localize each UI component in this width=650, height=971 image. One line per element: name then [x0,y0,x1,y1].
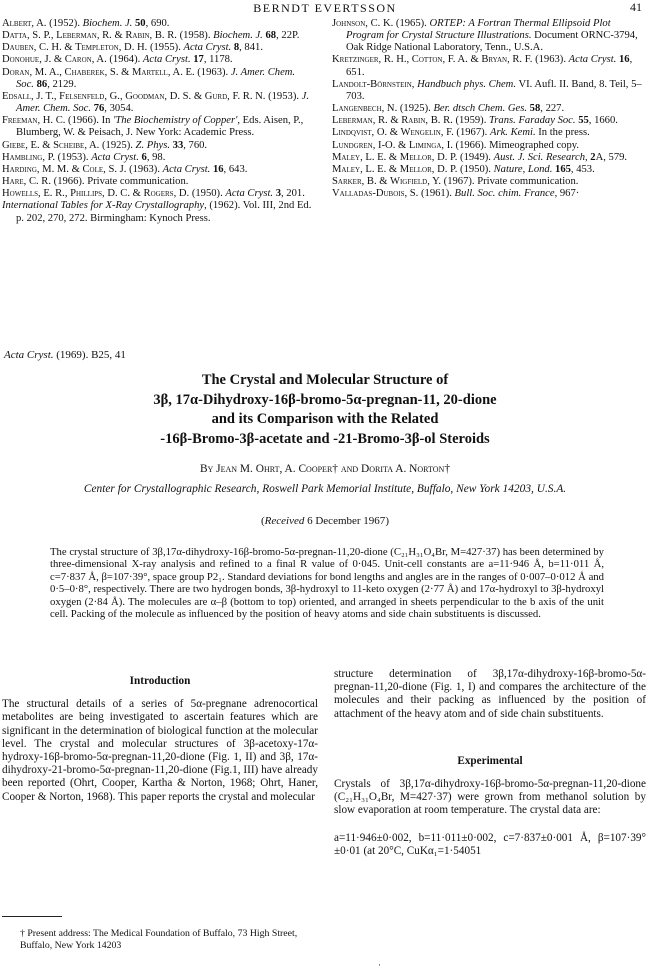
reference-authors: Landolt-Börnstein, [332,78,415,90]
reference-entry [332,152,646,164]
reference-authors: Maley, L. E. & Mellor, D. P. [332,163,458,175]
references-left-column [2,18,312,225]
reference-text: , 22P. [276,30,300,42]
reference-authors: Lindqvist, O. & Wengelin, F. [332,127,454,139]
reference-volume: 16 [618,54,630,66]
author-affiliation: Center for Crystallographic Research, Roswell Park Memorial Institute, Buffalo, New York 14203, U.S.A. [83,483,567,495]
reference-volume: 3 [275,188,281,200]
reference-entry [2,67,312,91]
reference-journal: Ber. dtsch Chem. Ges. [433,103,528,115]
footnote: † Present address: The Medical Foundation of Buffalo, 73 High Street, Buffalo, New York 14203 [20,928,298,951]
reference-authors: Giebe, E. & Scheibe, A. [2,139,100,151]
journal-name: Acta Cryst. [4,349,54,361]
reference-authors: Edsall, J. T., Felsenfeld, G., Goodman, D. S. & Gurd, F. R. N. [2,90,266,102]
reference-journal: Acta Cryst. [225,188,274,200]
reference-journal: Acta Cryst. [162,163,211,175]
title-line: and its Comparison with the Related [211,411,439,428]
reference-text: (1965). [393,18,430,29]
reference-journal: Nature, Lond. [493,163,553,175]
reference-text: (1953). [265,90,302,102]
reference-journal: Acta Cryst. [91,151,139,163]
reference-entry [332,164,646,176]
reference-text: (1966). Private communication. [51,176,189,188]
reference-authors: Dauben, C. H. & Templeton, D. H. [2,42,148,54]
reference-journal: Ark. Kemi. [489,127,536,139]
reference-journal: Acta Cryst. [568,54,617,66]
reference-text: (1966). In [65,115,114,127]
received-date: (Received 6 December 1967) [261,515,389,527]
reference-entry [2,91,312,115]
reference-entry [2,140,312,152]
reference-authors: Langenbech, N. [332,103,398,115]
reference-journal: Aust. J. Sci. Research, [493,151,588,163]
reference-entry [332,54,646,78]
reference-volume: 8 [233,42,240,54]
page-mark: · [378,960,381,970]
reference-text: , 2129. [47,78,77,90]
journal-citation [4,349,126,361]
reference-text: , (1962). Vol. III, 2nd Ed. p. 202, 270, 272. Birmingham: Kynoch Press. [16,200,312,224]
reference-text: , 227. [540,103,565,115]
reference-entry [2,115,312,139]
reference-text: (1925). [397,103,434,115]
citation-details: (1969). B25, 41 [53,349,126,361]
reference-authors: Leberman, R. & Rabin, B. R. [332,115,453,127]
reference-entry [2,176,312,188]
reference-text: , Eds. Aisen, P., Blumberg, W. & Peisach, J. New York: Academic Press. [16,115,304,139]
reference-volume: 68 [265,30,277,42]
reference-entry [2,200,312,224]
reference-volume: 58 [529,103,541,115]
reference-text: Document ORNC-3794, Oak Ridge National Laboratory, Tenn., U.S.A. [346,30,638,54]
article-title [0,371,650,449]
reference-text: (1967). Private communication. [441,176,579,188]
title-line: The Crystal and Molecular Structure of [201,372,449,388]
received-label: Received [264,515,305,527]
reference-entry [2,152,312,164]
reference-journal: Handbuch phys. Chem. [417,78,516,90]
reference-volume: 16 [212,163,224,175]
reference-entry [332,188,646,200]
reference-authors: Harding, M. M. & Cole, S. J. [2,163,127,175]
introduction-heading: Introduction [129,675,191,687]
reference-journal: International Tables for X-Ray Crystallography [2,200,205,212]
reference-volume: 6 [141,151,147,163]
reference-journal: ORTEP: A Fortran Thermal Ellipsoid Plot Program for Crystal Structure Illustrations. [346,18,611,42]
reference-text: (1953). [54,151,92,163]
reference-authors: Lundgren, I-O. & Liminga, I. [332,139,453,151]
reference-text: , 453. [570,163,595,175]
reference-text: (1967). [453,127,490,139]
reference-authors: Howells, E. R., Phillips, D. C. & Rogers, D. [2,188,190,200]
received-date-value: 6 December 1967 [307,515,386,527]
reference-text: , 841. [239,42,263,54]
abstract: The crystal structure of 3β,17α-dihydroxy-16β-bromo-5α-pregnan-11,20-dione (C₂₁H₃₁O₄Br, M=427·37) has been determined by three-dimensional X-ray analysis and refined to a final R value of 0·045. Unit-cell constants are a=11·946 Å, b=11·011 Å, c=7·837 Å, β=107·39°, space group P2₁. Standard deviations for bond lengths and angles are in the ranges of 0·007–0·012 Å and 0·5–0·8°, respectively. There are two hydrogen bonds, 3β-hydroxyl to 11-keto oxygen (2·77 Å) and 17α-hydroxyl to 3β-hydroxyl oxygen (2·84 Å). The molecules are α–β (bottom to top) oriented, and arranged in sheets perpendicular to the b axis of the unit cell. Packing of the molecule as influenced by the position of heavy atoms and side chain substituents is discussed. [50,546,605,621]
reference-text: , 651. [346,54,633,78]
reference-entry [332,18,646,54]
reference-authors: Albert, A. [2,18,47,29]
reference-text: (1963). [532,54,569,66]
reference-volume: 76 [93,103,105,115]
reference-volume: 50 [135,18,146,29]
reference-entry [2,18,312,30]
reference-journal: J. Amer. Chem. Soc. [16,66,296,90]
reference-text: (1952). [46,18,83,29]
reference-journal: Acta Cryst. [142,54,191,66]
right-body-column [334,668,646,858]
reference-text: , 3054. [104,103,134,115]
reference-volume: 2 [590,151,596,163]
reference-authors: Datta, S. P., Leberman, R. & Rabin, B. R. [2,30,177,42]
reference-journal: J. Amer. Chem. Soc. [16,90,310,115]
reference-entry [332,103,646,115]
reference-journal: Biochem. J. [82,18,133,29]
reference-text: , 1178. [203,54,233,66]
reference-text: (1958). [176,30,214,42]
reference-authors: Johnson, C. K. [332,18,394,29]
left-body-column [2,675,318,804]
footnote-rule [2,916,62,917]
reference-text: , 760. [183,139,208,151]
reference-authors: Maley, L. E. & Mellor, D. P. [332,151,458,163]
reference-authors: Donohue, J. & Caron, A. [2,54,107,66]
reference-text: 967· [557,188,580,200]
reference-entry [2,54,312,66]
reference-authors: Freeman, H. C. [2,115,66,127]
reference-entry [332,127,646,139]
reference-entry [332,140,646,152]
reference-text: , 1660. [588,115,618,127]
reference-entry [332,176,646,188]
reference-volume: 33 [172,139,184,151]
author-byline: By Jean M. Ohrt, A. Cooper† and Dorita A. Norton† [199,463,451,475]
reference-authors: Hambling, P. [2,151,55,163]
reference-text: (1963). [126,163,163,175]
reference-text: (1950). [457,163,494,175]
introduction-continued-text: structure determination of 3β,17α-dihydroxy-16β-bromo-5α-pregnan-11,20-dione (Fig. 1, I) and compares the architecture of the molecules and their packing as influenced by the position of attachment of the heavy atom and of side chain substituents. [334,668,646,720]
reference-entry [2,42,312,54]
reference-text: , 690. [145,18,170,29]
reference-entry [332,115,646,127]
reference-text: In the press. [535,127,590,139]
experimental-text: Crystals of 3β,17α-dihydroxy-16β-bromo-5α-pregnan-11,20-dione (C₂₁H₃₁O₄Br, M=427·37) were grown from methanol solution by slow evaporation at room temperature. The crystal data are: [334,778,646,817]
title-line: 3β, 17α-Dihydroxy-16β-bromo-5α-pregnan-11, 20-dione [153,391,497,408]
reference-journal: Biochem. J. [213,30,263,42]
reference-text: (1966). Mimeographed copy. [452,139,580,151]
title-line: -16β-Bromo-3β-acetate and -21-Bromo-3β-ol Steroids [160,430,490,447]
page-number: 41 [630,0,642,14]
reference-entry [2,30,312,42]
reference-entry [332,79,646,103]
reference-journal: Bull. Soc. chim. France, [454,188,558,200]
reference-entry [2,188,312,200]
reference-text: (1949). [457,151,494,163]
reference-text: (1925). [99,139,136,151]
reference-journal: 'The Biochemistry of Copper' [113,115,238,127]
reference-authors: Hare, C. R. [2,176,52,188]
reference-journal: Trans. Faraday Soc. [489,115,576,127]
reference-text: (1955). [147,42,184,54]
reference-volume: 17 [193,54,204,66]
references-right-column [332,18,646,200]
header-title: BERNDT EVERTSSON [253,1,397,15]
reference-text: (1963). [194,66,231,78]
crystal-data: a=11·946±0·002, b=11·011±0·002, c=7·837±0·001 Å, β=107·39°±0·01 (at 20°C, CuKα₁=1·54051 [334,831,646,857]
reference-text: , 98. [146,151,166,163]
reference-entry [2,164,312,176]
reference-text: (1964). [106,54,143,66]
reference-authors: Sarker, B. & Wigfield, Y. [332,176,442,188]
reference-text: (1961). [418,188,455,200]
reference-volume: 86 [36,78,48,90]
introduction-text: The structural details of a series of 5α-pregnane adrenocortical metabolites are being investigated to ascertain features which are significant in the determination of biological function at the molecular level. The crystal and molecular structures of 3β-acetoxy-17α-hydroxy-16β-bromo-5α-pregnan-11,20-dione (Fig. 1, II) and 3β, 17α-dihydroxy-21-bromo-5α-pregnan-11,20-dione (Fig.1, III) have already been reported (Ohrt, Cooper, Kartha & Norton, 1968; Ohrt, Haner, Cooper & Norton, 1968). This paper reports the crystal and molecular [2,698,318,803]
reference-text: (1959). [452,115,489,127]
reference-volume: 55 [578,115,589,127]
reference-text: VI. Aufl. II. Band, 8. Teil, 5–703. [346,78,642,102]
reference-volume: 165 [555,163,571,175]
reference-journal: Acta Cryst. [183,42,232,54]
reference-authors: Doran, M. A., Chaberek, S. & Martell, A. E. [2,66,195,78]
running-header [0,0,650,18]
reference-authors: Kretzinger, R. H., Cotton, F. A. & Bryan, R. F. [332,54,533,66]
reference-text: A, 579. [595,151,628,163]
reference-text: , 201. [281,188,305,200]
reference-text: (1950). [189,188,226,200]
reference-journal: Z. Phys. [135,139,170,151]
reference-authors: Valladas-Dubois, S. [332,188,419,200]
experimental-heading: Experimental [457,754,523,767]
reference-text: , 643. [223,163,248,175]
